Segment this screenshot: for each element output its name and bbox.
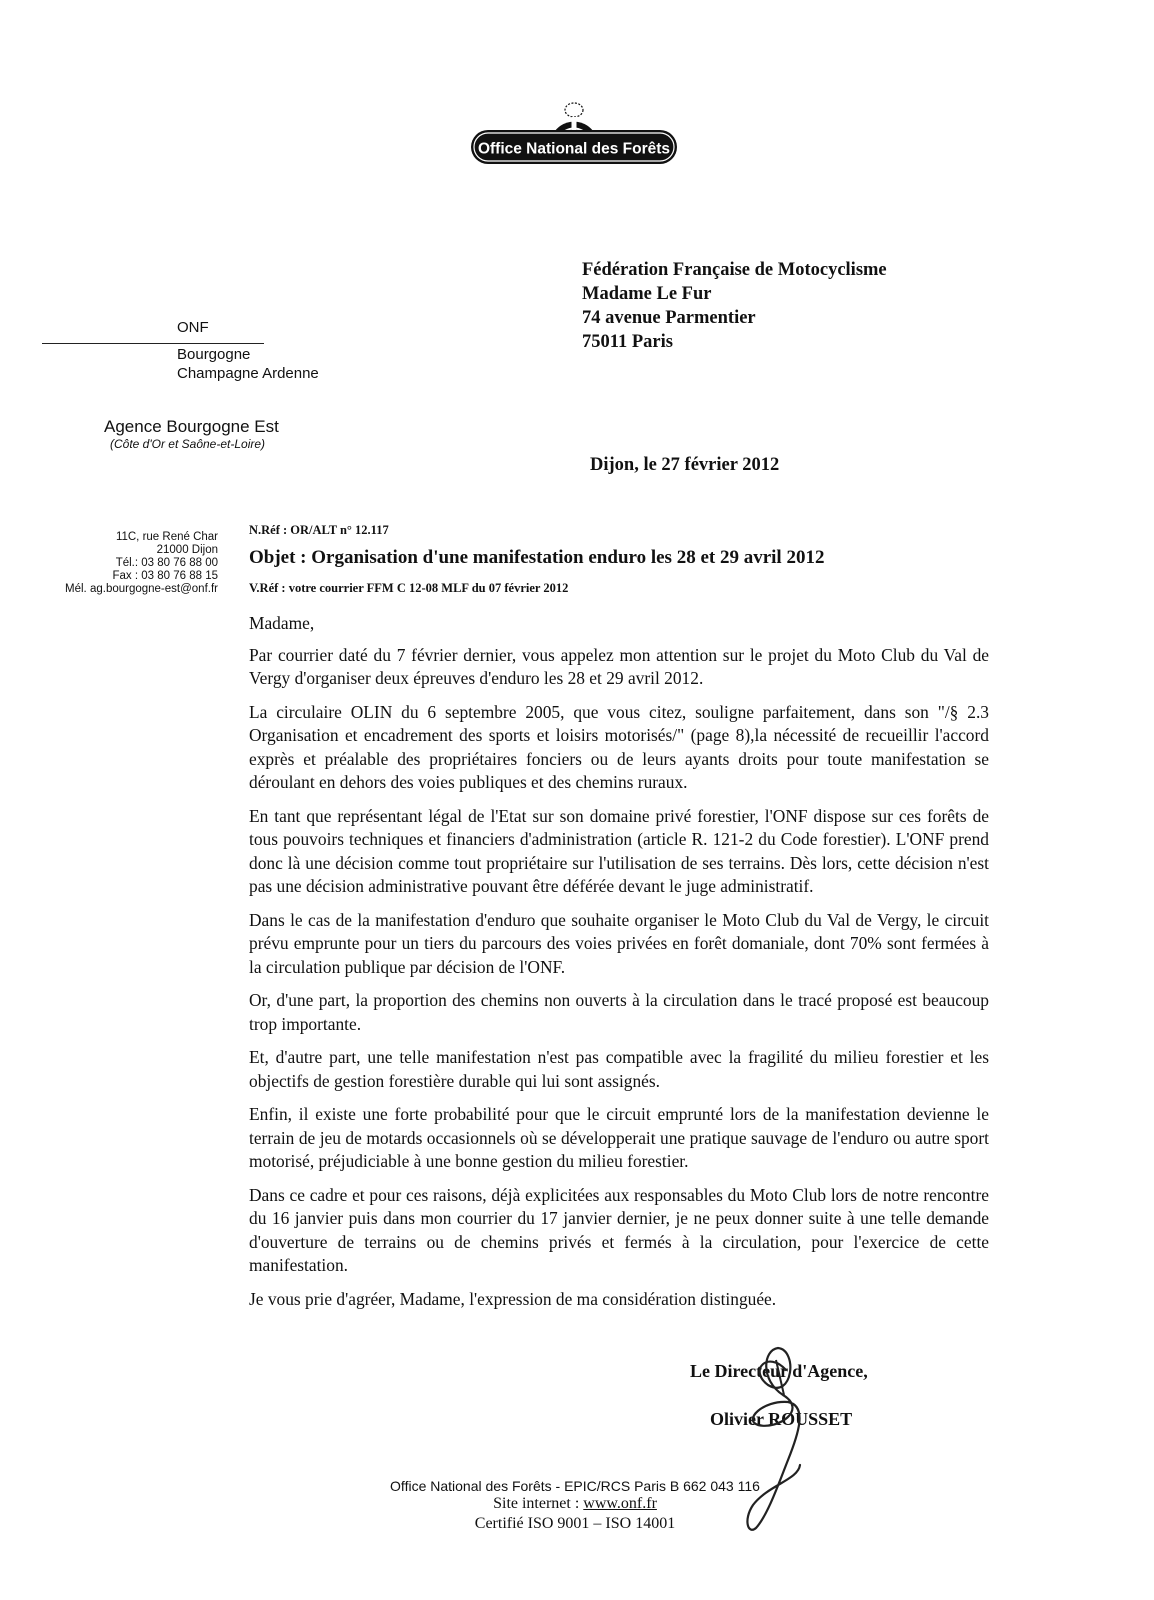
our-reference: N.Réf : OR/ALT n° 12.117 [249,523,389,537]
sender-agency: Agence Bourgogne Est [104,417,279,436]
sender-phone: Tél.: 03 80 76 88 00 [115,557,218,569]
body-paragraph: La circulaire OLIN du 6 septembre 2005, que vous citez, souligne parfaitement, dans son "/§ 2.3 Organisation et encadrement des sports et loisirs motorisés/" (page 8),la nécessité de recueillir l'accord exprès et préalable des propriétaires fonciers ou de leurs ayants droits pour toute manifestation se déroulant en dehors des voies publiques et des chemins ruraux. [249,701,989,792]
sender-contact [30,531,218,596]
footer-website-line [250,1494,900,1514]
sender-fax: Fax : 03 80 76 88 15 [112,570,218,582]
signatory-name: Olivier ROUSSET [710,1409,853,1429]
onf-logo [468,84,680,168]
your-reference: V.Réf : votre courrier FFM C 12-08 MLF du 07 février 2012 [249,581,569,595]
footer-website-label: Site internet : [493,1495,580,1512]
body-paragraph: Dans ce cadre et pour ces raisons, déjà explicitées aux responsables du Moto Club lors de notre rencontre du 16 janvier puis dans mon courrier du 17 janvier dernier, je ne peux donner suite à une telle demande d'ouverture de terrains ou de chemins privés et fermés à la circulation, pour l'exercice de cette manifestation. [249,1184,989,1275]
body-paragraph: En tant que représentant légal de l'Etat sur son domaine privé forestier, l'ONF dispose sur ces forêts de tous pouvoirs techniques et financiers d'administration (article R. 121-2 du Code forestier). L'ONF prend donc là une décision comme tout propriétaire sur l'utilisation de ses terrains. Dès lors, cette décision n'est pas une décision administrative pouvant être déférée devant le juge administratif. [249,805,989,896]
letter-date: Dijon, le 27 février 2012 [590,455,780,475]
sender-address: 11C, rue René Char [115,531,218,543]
recipient-street: 74 avenue Parmentier [582,308,756,328]
signatory-title: Le Directeur d'Agence, [690,1361,868,1381]
logo-graphic [468,84,680,168]
footer-website-link[interactable]: www.onf.fr [583,1495,657,1512]
sender-agency-sub: (Côte d'Or et Saône-et-Loire) [110,437,266,451]
recipient-organization: Fédération Française de Motocyclisme [582,260,887,280]
sender-short: ONF [177,319,209,336]
body-paragraph: Et, d'autre part, une telle manifestation n'est pas compatible avec la fragilité du milieu forestier et les objectifs de gestion forestière durable qui lui sont assignés. [249,1047,989,1091]
body-paragraph: Or, d'une part, la proportion des chemins non ouverts à la circulation dans le tracé proposé est beaucoup trop importante. [249,990,989,1034]
body-paragraph: Enfin, il existe une forte probabilité pour que le circuit emprunté lors de la manifestation devienne le terrain de jeu de motards occasionnels où se développerait une pratique sauvage de l'enduro ou autre sport motorisé, préjudiciable à une bonne gestion du milieu forestier. [249,1104,989,1171]
logo-text: Office National des Forêts [477,140,671,158]
salutation: Madame, [249,613,315,633]
letter-body [249,612,989,1321]
sender-email[interactable]: Mél. ag.bourgogne-est@onf.fr [65,583,218,595]
sender-region-line1: Bourgogne [177,346,251,363]
body-paragraph: Dans le cas de la manifestation d'enduro que souhaite organiser le Moto Club du Val de Vergy, le circuit prévu emprunte pour un tiers du parcours des voies privées en forêt domaniale, dont 70% sont fermées à la circulation publique par décision de l'ONF. [249,909,989,977]
sender-region [177,345,319,383]
closing-formula: Je vous prie d'agréer, Madame, l'expression de ma considération distinguée. [249,1288,777,1309]
sender-region-line2: Champagne Ardenne [177,365,319,382]
footer-iso: Certifié ISO 9001 – ISO 14001 [474,1515,676,1532]
recipient-name: Madame Le Fur [582,284,712,304]
recipient-address [582,258,887,354]
page-footer [250,1478,900,1534]
letter-subject: Objet : Organisation d'une manifestation enduro les 28 et 29 avril 2012 [249,547,825,568]
recipient-city: 75011 Paris [582,332,673,352]
footer-legal: Office National des Forêts - EPIC/RCS Paris B 662 043 116 [390,1478,760,1494]
sender-postcode: 21000 Dijon [156,544,218,556]
body-paragraph: Par courrier daté du 7 février dernier, vous appelez mon attention sur le projet du Moto Club du Val de Vergy d'organiser deux épreuves d'enduro les 28 et 29 avril 2012. [249,644,989,688]
sender-divider [42,343,264,344]
